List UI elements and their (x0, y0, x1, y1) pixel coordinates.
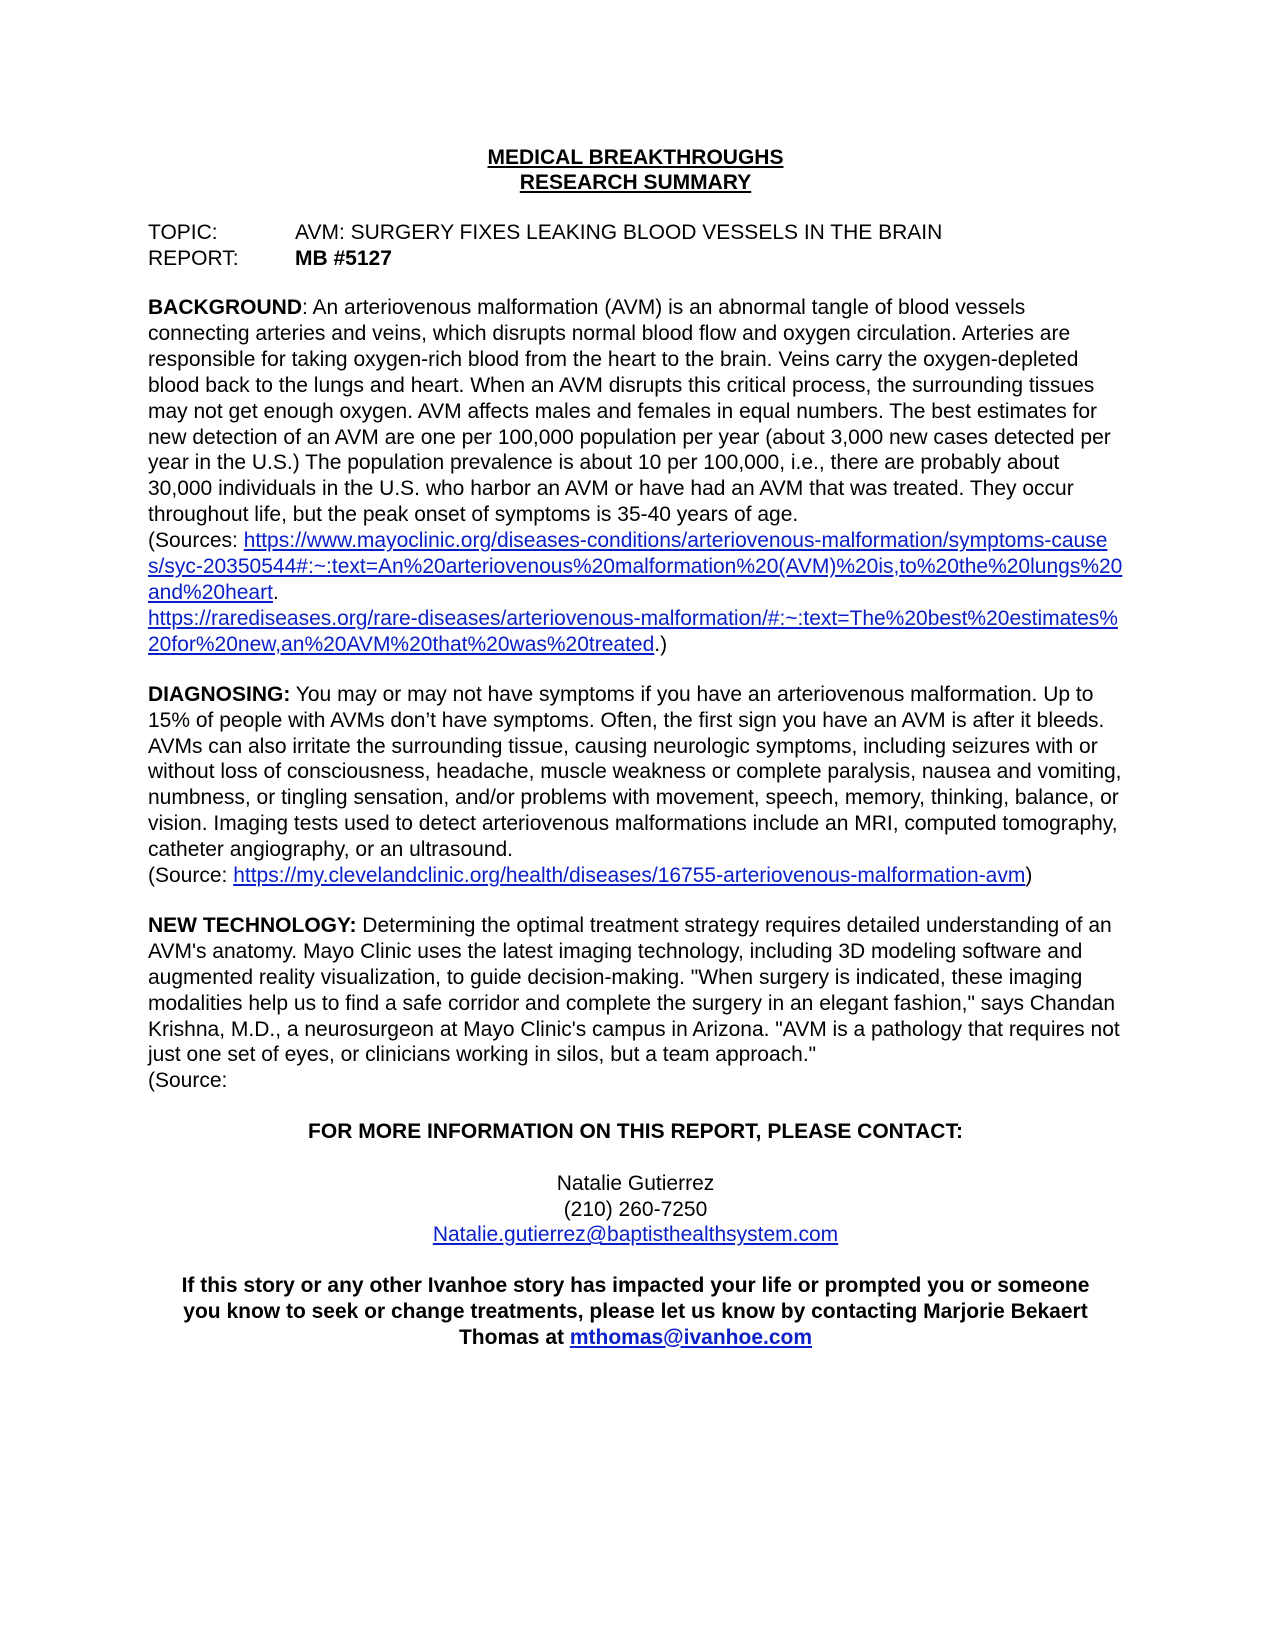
closing-text: If this story or any other Ivanhoe story has impacted your life or prompted you or someone you know to seek or change treatments, please let us know by contacting Marjorie Bekaert Thomas at (181, 1273, 1090, 1349)
new-technology-body: Determining the optimal treatment strategy requires detailed understanding of an AVM's anatomy. Mayo Clinic uses the latest imaging technology, including 3D modeling software and augmented reality visualization, to guide decision-making. "When surgery is indicated, these imaging modalities help us to find a safe corridor and complete the surgery in an elegant fashion," says Chandan Krishna, M.D., a neurosurgeon at Mayo Clinic's campus in Arizona. "AVM is a pathology that requires not just one set of eyes, or clinicians working in silos, but a team approach." (148, 913, 1120, 1067)
background-body: : An arteriovenous malformation (AVM) is an abnormal tangle of blood vessels connecting arteries and veins, which disrupts normal blood flow and oxygen circulation. Arteries are responsible for taking oxygen-rich blood from the heart to the brain. Veins carry the oxygen-depleted blood back to the lungs and heart. When an AVM disrupts this critical process, the surrounding tissues may not get enough oxygen. AVM affects males and females in equal numbers. The best estimates for new detection of an AVM are one per 100,000 population per year (about 3,000 new cases detected per year in the U.S.) The population prevalence is about 10 per 100,000, i.e., there are probably about 30,000 individuals in the U.S. who harbor an AVM or have had an AVM that was treated. They occur throughout life, but the peak onset of symptoms is 35-40 years of age. (148, 296, 1111, 527)
rarediseases-source-link[interactable]: https://rarediseases.org/rare-diseases/arteriovenous-malformation/#:~:text=The%20best%20estimates%20for%20new,an%20AVM%20that%20was%20treated (148, 606, 1118, 656)
sources-suffix: .) (654, 632, 668, 656)
diagnosing-source (148, 863, 1123, 889)
contact-name: Natalie Gutierrez (556, 1172, 715, 1196)
report-meta (148, 220, 1123, 271)
background-section (148, 295, 1123, 658)
new-technology-section (148, 913, 1123, 1094)
diagnosing-source-prefix: (Source: (148, 864, 234, 888)
document-title-line1: MEDICAL BREAKTHROUGHS (487, 146, 784, 169)
document-page (148, 145, 1123, 1350)
new-technology-paragraph (148, 913, 1123, 1068)
diagnosing-source-suffix: ) (1025, 864, 1033, 888)
new-technology-source: (Source: (148, 1069, 228, 1093)
source1-suffix: . (272, 580, 279, 604)
diagnosing-paragraph (148, 682, 1123, 863)
document-title-line2: RESEARCH SUMMARY (519, 171, 752, 194)
report-row (148, 246, 1123, 272)
contact-phone: (210) 260-7250 (563, 1197, 708, 1221)
diagnosing-section (148, 682, 1123, 889)
new-technology-heading: NEW TECHNOLOGY: (148, 913, 357, 937)
background-paragraph (148, 295, 1123, 528)
background-sources (148, 528, 1123, 658)
sources-prefix: (Sources: (148, 529, 244, 553)
topic-row (148, 220, 1123, 246)
contact-heading: FOR MORE INFORMATION ON THIS REPORT, PLEASE CONTACT: (308, 1120, 963, 1144)
diagnosing-body: You may or may not have symptoms if you have an arteriovenous malformation. Up to 15% of people with AVMs don’t have symptoms. Often, the first sign you have an AVM is after it bleeds. AVMs can also irritate the surrounding tissue, causing neurologic symptoms, including seizures with or without loss of consciousness, headache, muscle weakness or complete paralysis, nausea and vomiting, numbness, or tingling sensation, and/or problems with movement, speech, memory, thinking, balance, or vision. Imaging tests used to detect arteriovenous malformations include an MRI, computed tomography, catheter angiography, or an ultrasound. (148, 682, 1122, 862)
report-label: REPORT: (148, 246, 239, 270)
diagnosing-heading: DIAGNOSING: (148, 682, 291, 706)
report-number: MB #5127 (295, 246, 392, 270)
background-heading: BACKGROUND (148, 296, 302, 319)
closing-note (148, 1273, 1123, 1351)
ivanhoe-email-link[interactable]: mthomas@ivanhoe.com (569, 1325, 813, 1349)
topic-label: TOPIC: (148, 221, 218, 244)
contact-email-link[interactable]: Natalie.gutierrez@baptisthealthsystem.com (432, 1223, 839, 1247)
clevelandclinic-source-link[interactable]: https://my.clevelandclinic.org/health/diseases/16755-arteriovenous-malformation-avm (233, 864, 1026, 888)
topic-value: AVM: SURGERY FIXES LEAKING BLOOD VESSELS IN THE BRAIN (295, 221, 943, 244)
contact-block (148, 1171, 1123, 1248)
mayoclinic-source-link[interactable]: https://www.mayoclinic.org/diseases-conditions/arteriovenous-malformation/symptoms-causes/syc-20350544#:~:text=An%20arteriovenous%20malformation%20(AVM)%20is,to%20the%20lungs%20and%20heart (148, 529, 1123, 604)
